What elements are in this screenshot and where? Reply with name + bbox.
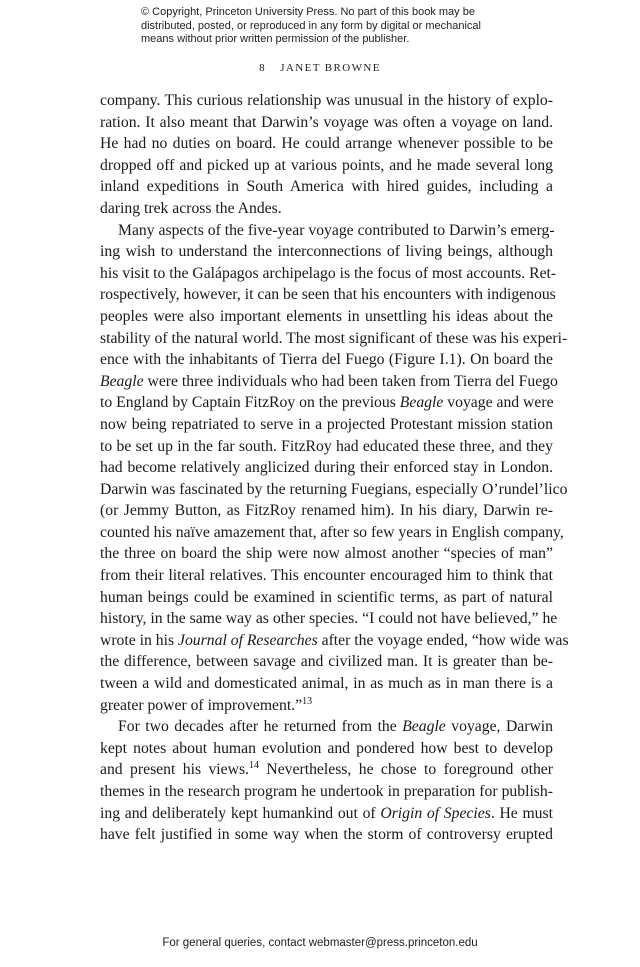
text-line: the three on board the ship were now almost another “species of man” — [100, 545, 553, 563]
text-run: were three individuals who had been taken from Tierra del Fuego — [143, 372, 558, 390]
text-run: voyage, Darwin — [445, 718, 553, 736]
text-run: . He must — [490, 804, 553, 822]
text-run: Nevertheless, he chose to foreground other — [258, 761, 553, 779]
footnote-ref: 13 — [302, 695, 313, 707]
paragraph — [100, 220, 569, 717]
text-line — [100, 759, 553, 781]
text-line: to be set up in the far south. FitzRoy had educated these three, and they — [100, 437, 553, 455]
text-line: ration. It also meant that Darwin’s voyage was often a voyage on land. — [100, 113, 553, 131]
text-line: company. This curious relationship was unusual in the history of explo- — [100, 92, 553, 109]
text-line — [100, 716, 553, 738]
copyright-notice — [141, 6, 521, 47]
text-line: rospectively, however, it can be seen that his encounters with indigenous — [100, 286, 556, 304]
text-line: kept notes about human evolution and pondered how best to develop — [100, 739, 553, 757]
text-line: Many aspects of the five-year voyage contributed to Darwin’s emerg- — [118, 221, 555, 239]
text-line: inland expeditions in South America with hired guides, including a — [100, 178, 553, 196]
text-line — [100, 371, 558, 393]
text-line: history, in the same way as other species. “I could not have believed,” he — [100, 610, 558, 628]
text-line: themes in the research program he undertook in preparation for publish- — [100, 783, 553, 800]
text-run: voyage and were — [443, 394, 554, 412]
text-line: daring trek across the Andes. — [100, 199, 282, 217]
text-line: human beings could be examined in scientific terms, as part of natural — [100, 588, 553, 606]
text-line: counted his naïve amazement that, after so few years in English company, — [100, 523, 564, 541]
copyright-line: means without prior written permission of the publisher. — [141, 33, 410, 45]
text-run: ing and deliberately kept humankind out of — [100, 804, 381, 822]
text-line: have felt justified in some way when the storm of controversy erupted — [100, 826, 553, 844]
text-line: ence with the inhabitants of Tierra del Fuego (Figure I.1). On board the — [100, 351, 553, 369]
text-line: now being repatriated to serve in a projected Protestant mission station — [100, 415, 553, 433]
text-line: had become relatively anglicized during their enforced stay in London. — [100, 459, 553, 477]
footnote-ref: 14 — [248, 760, 259, 772]
copyright-line: © Copyright, Princeton University Press. No part of this book may be — [141, 6, 475, 18]
text-run: to England by Captain FitzRoy on the previous — [100, 394, 400, 412]
text-line: stability of the natural world. The most significant of these was his experi- — [100, 329, 568, 347]
running-head — [0, 62, 640, 74]
ship-name: Beagle — [100, 372, 144, 390]
text-line: (or Jemmy Button, as FitzRoy renamed him). In his diary, Darwin re- — [100, 502, 553, 520]
text-line: He had no duties on board. He could arrange whenever possible to be — [100, 135, 553, 153]
page-number: 8 — [259, 62, 267, 74]
text-line: dropped off and picked up at various points, and he made several long — [100, 156, 553, 174]
running-head-author: JANET BROWNE — [280, 62, 381, 74]
text-line — [100, 392, 553, 414]
ship-name: Beagle — [399, 394, 444, 412]
text-run: For two decades after he returned from the — [118, 718, 403, 736]
text-line: Darwin was fascinated by the returning Fuegians, especially O’rundel’lico — [100, 480, 568, 498]
text-line: the difference, between savage and civilized man. It is greater than be- — [100, 653, 553, 671]
book-title: Origin of Species — [380, 804, 491, 822]
body-text — [100, 90, 569, 846]
paragraph — [100, 716, 553, 846]
text-line: his visit to the Galápagos archipelago is the focus of most accounts. Ret- — [100, 264, 557, 282]
copyright-line: distributed, posted, or reproduced in any form by digital or mechanical — [141, 19, 481, 32]
footer-contact: For general queries, contact webmaster@press.princeton.edu — [162, 937, 478, 949]
text-run: and present his views. — [100, 761, 249, 779]
text-run: greater power of improvement.” — [100, 696, 303, 714]
text-line: from their literal relatives. This encounter encouraged him to think that — [100, 567, 553, 585]
text-line — [100, 695, 553, 717]
text-line: tween a wild and domesticated animal, in as much as in man there is a — [100, 675, 553, 693]
text-line — [100, 630, 569, 652]
text-run: after the voyage ended, “how wide was — [317, 631, 569, 649]
book-title: Journal of Researches — [178, 631, 318, 649]
text-line: peoples were also important elements in unsettling his ideas about the — [100, 307, 553, 325]
text-run: wrote in his — [100, 631, 178, 649]
text-line: ing wish to understand the interconnections of living beings, although — [100, 243, 553, 261]
paragraph — [100, 90, 553, 220]
ship-name: Beagle — [402, 718, 446, 736]
text-line — [100, 803, 553, 825]
